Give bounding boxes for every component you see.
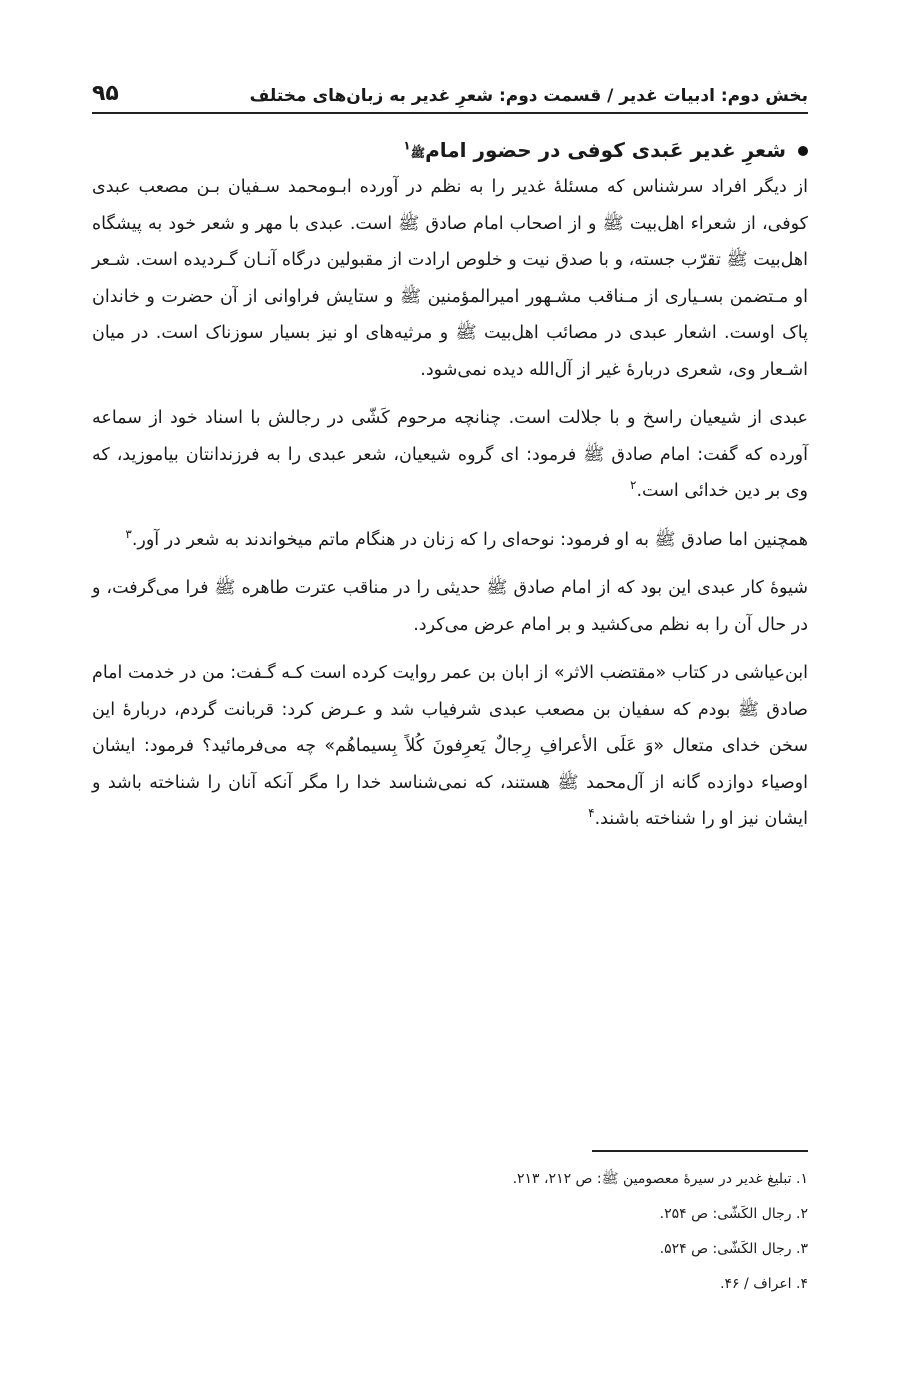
- main-content: [92, 138, 808, 850]
- footnotes: [92, 1162, 808, 1302]
- heading-footnote-mark: ۱: [403, 138, 411, 153]
- page-header: [92, 74, 808, 114]
- footnote-2: ۲. رجال الکَشّی: ص ۲۵۴.: [659, 1206, 808, 1222]
- page-number: ۹۵: [92, 81, 119, 106]
- paragraph-5: ابن‌عیاشی در کتاب «مقتضب الاثر» از ابان بن عمر روایت کرده است کـه گـفت: من در خدمت امام صادق ﷺ بودم که سفیان بن مصعب عبدی شرفیاب شد و عـرض کرد: قربانت گردم، دربارهٔ این سخن خدای متعال «وَ عَلَی الأعرافِ رِجالٌ یَعرِفونَ کُلاً بِسیماهُم» چه می‌فرمائید؟ فرمود: ایشان اوصیاء دوازده گانه از آل‌محمد ﷺ هستند، که نمی‌شناسد خدا را مگر آنکه آنان را شناخته باشد و ایشان نیز او را شناخته باشند.$^۴$: [92, 663, 808, 829]
- footnote-mark-4: ۴: [588, 806, 595, 821]
- running-title: بخش دوم: ادبیات غدیر / قسمت دوم: شعرِ غدیر به زبان‌های مختلف: [249, 86, 808, 106]
- footnote-mark-2: ۲: [630, 478, 637, 493]
- paragraph-4: شیوهٔ کار عبدی این بود که از امام صادق ﷺ حدیثی را در مناقب عترت طاهره ﷺ فرا می‌گرفت، و در حال آن را به نظم می‌کشید و بر امام عرض می‌کرد.: [92, 578, 808, 635]
- paragraph-2: عبدی از شیعیان راسخ و با جلالت است. چنانچه مرحوم کَشّی در رجالش با اسناد خود از سماعه آورده که گفت: امام صادق ﷺ فرمود: ای گروه شیعیان، شعر عبدی را به فرزندانتان بیاموزید، که وی بر دین خدائی است.$^۲$: [92, 408, 808, 501]
- paragraph-1: از دیگر افراد سرشناس که مسئلهٔ غدیر را به نظم در آورده ابـومحمد سـفیان بـن مصعب عبدی کوفی، از شعراء اهل‌بیت ﷺ و از اصحاب امام صادق ﷺ است. عبدی با مهر و شعر خود به پیشگاه اهل‌بیت ﷺ تقرّب جسته، و با صدق نیت و خلوص ارادت از مقبولین درگاه آنـان گـردیده است. شـعر او مـتضمن بسـیاری از مـناقب مشـهور امیرالمؤمنین ﷺ و ستایش فراوانی از آن حضرت و خاندان پاک اوست. اشعار عبدی در مصائب اهل‌بیت ﷺ و مرثیه‌های او نیز بسیار سوزناک است. در میان اشـعار وی، شعری دربارهٔ غیر از آل‌الله دیده نمی‌شود.: [92, 177, 808, 380]
- footnote-4: ۴. اعراف / ۴۶.: [720, 1276, 808, 1292]
- footnote-divider: [592, 1150, 808, 1152]
- footnote-1: ۱. تبلیغ غدیر در سیرهٔ معصومین ﷺ: ص ۲۱۲، ۲۱۳.: [512, 1171, 808, 1187]
- bullet-icon: [798, 146, 808, 156]
- footnote-mark-3: ۳: [125, 526, 132, 541]
- footnote-3: ۳. رجال الکَشّی: ص ۵۲۴.: [659, 1241, 808, 1257]
- heading-honorific: ﷺ: [410, 146, 426, 160]
- paragraph-3: همچنین اما صادق ﷺ به او فرمود: نوحه‌ای را که زنان در هنگام ماتم میخواندند به شعر در آور.$^۳$: [125, 526, 808, 550]
- section-heading-text: شعرِ غدیر عَبدی کوفی در حضور امام: [425, 138, 786, 162]
- section-heading: [92, 138, 808, 163]
